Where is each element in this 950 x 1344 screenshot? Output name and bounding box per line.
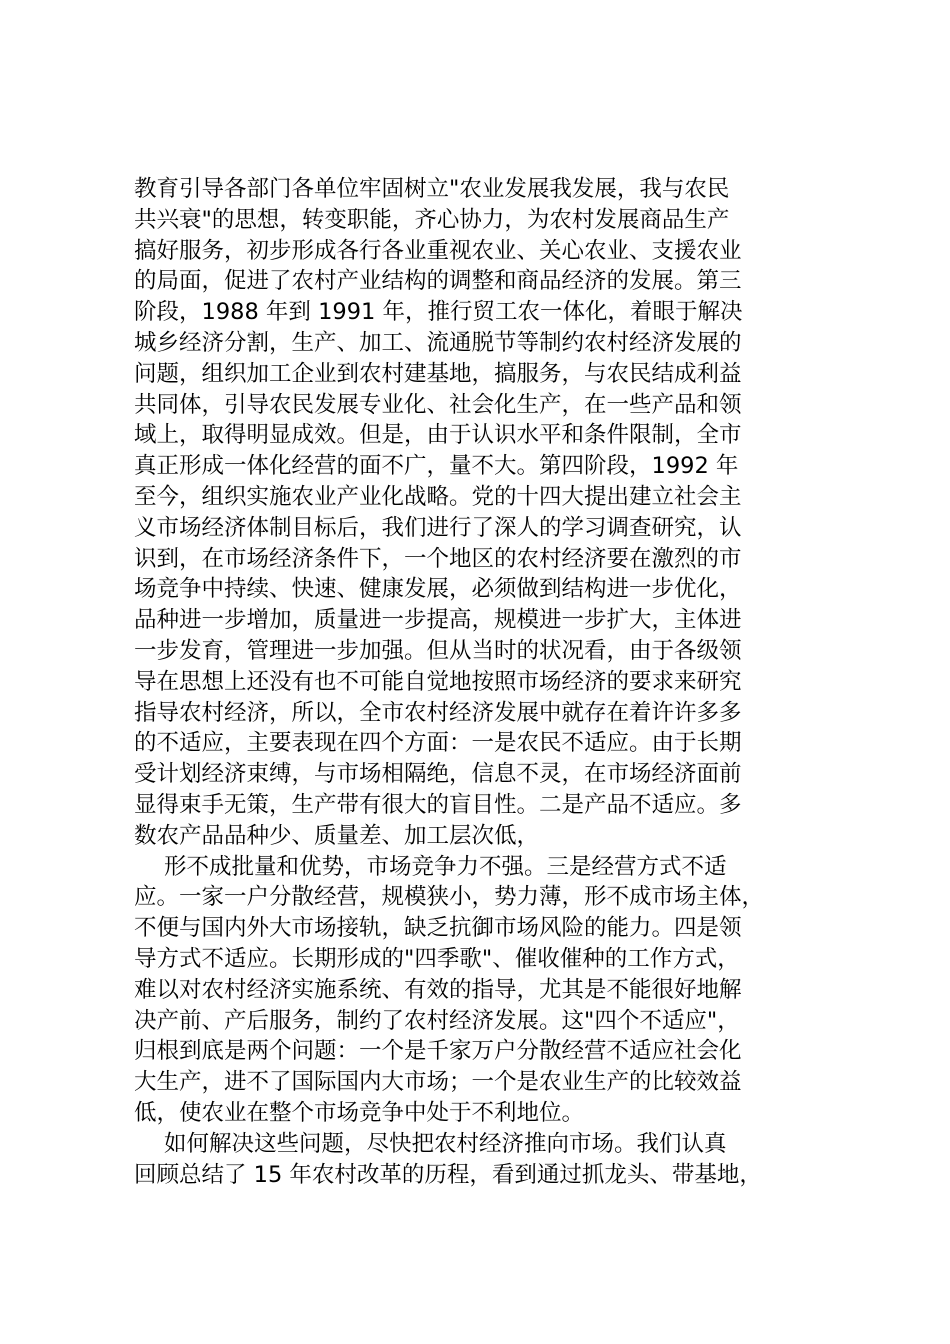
paragraph-start-line: 形不成批量和优势，市场竞争力不强。三是经营方式不适: [164, 853, 727, 880]
text-line: 决产前、产后服务，制约了农村经济发展。这"四个不适应"，: [134, 1007, 740, 1034]
text-line: 导方式不适应。长期形成的"四季歌"、催收催种的工作方式，: [134, 945, 740, 972]
text-line: 的局面，促进了农村产业结构的调整和商品经济的发展。第三: [134, 268, 742, 295]
text-line: 品种进一步增加，质量进一步提高，规模进一步扩大，主体进: [134, 607, 742, 634]
text-line: 的不适应，主要表现在四个方面：一是农民不适应。由于长期: [134, 730, 742, 757]
text-line: 难以对农村经济实施系统、有效的指导，尤其是不能很好地解: [134, 976, 742, 1003]
text-line: 共同体，引导农民发展专业化、社会化生产，在一些产品和领: [134, 391, 742, 418]
text-line: 不便与国内外大市场接轨，缺乏抗御市场风险的能力。四是领: [134, 915, 742, 942]
text-line: 共兴衰"的思想，转变职能，齐心协力，为农村发展商品生产: [134, 206, 730, 233]
text-line: 域上，取得明显成效。但是，由于认识水平和条件限制，全市: [134, 422, 742, 449]
text-line: 归根到底是两个问题：一个是千家万户分散经营不适应社会化: [134, 1038, 742, 1065]
text-line: 受计划经济束缚，与市场相隔绝，信息不灵，在市场经济面前: [134, 761, 742, 788]
text-line: 导在思想上还没有也不可能自觉地按照市场经济的要求来研究: [134, 668, 742, 695]
text-line: 真正形成一体化经营的面不广，量不大。第四阶段，1992 年: [134, 453, 739, 480]
text-line: 场竞争中持续、快速、健康发展，必须做到结构进一步优化，: [134, 576, 742, 603]
body-text: [134, 174, 824, 1190]
text-line: 义市场经济体制目标后，我们进行了深人的学习调查研究，认: [134, 514, 742, 541]
text-line: 问题，组织加工企业到农村建基地，搞服务，与农民结成利益: [134, 360, 742, 387]
text-line: 低，使农业在整个市场竞争中处于不利地位。: [134, 1099, 585, 1126]
paragraph-start-line: 如何解决这些问题，尽快把农村经济推向市场。我们认真: [164, 1130, 727, 1157]
text-line: 阶段，1988 年到 1991 年，推行贸工农一体化，着眼于解决: [134, 299, 743, 326]
text-line: 城乡经济分割，生产、加工、流通脱节等制约农村经济发展的: [134, 329, 742, 356]
text-line: 搞好服务，初步形成各行各业重视农业、关心农业、支援农业: [134, 237, 742, 264]
text-line: 显得束手无策，生产带有很大的盲目性。二是产品不适应。多: [134, 791, 742, 818]
text-line: 大生产，进不了国际国内大市场；一个是农业生产的比较效益: [134, 1069, 742, 1096]
text-line: 数农产品品种少、质量差、加工层次低，: [134, 822, 540, 849]
text-line: 至今，组织实施农业产业化战略。党的十四大提出建立社会主: [134, 483, 742, 510]
text-line: 一步发育，管理进一步加强。但从当时的状况看，由于各级领: [134, 637, 742, 664]
text-line: 回顾总结了 15 年农村改革的历程，看到通过抓龙头、带基地，: [134, 1161, 762, 1188]
text-line: 应。一家一户分散经营，规模狭小，势力薄，形不成市场主体，: [134, 884, 765, 911]
text-line: 指导农村经济，所以，全市农村经济发展中就存在着许许多多: [134, 699, 742, 726]
text-line: 教育引导各部门各单位牢固树立"农业发展我发展，我与农民: [134, 176, 730, 202]
text-line: 识到，在市场经济条件下，一个地区的农村经济要在激烈的市: [134, 545, 742, 572]
